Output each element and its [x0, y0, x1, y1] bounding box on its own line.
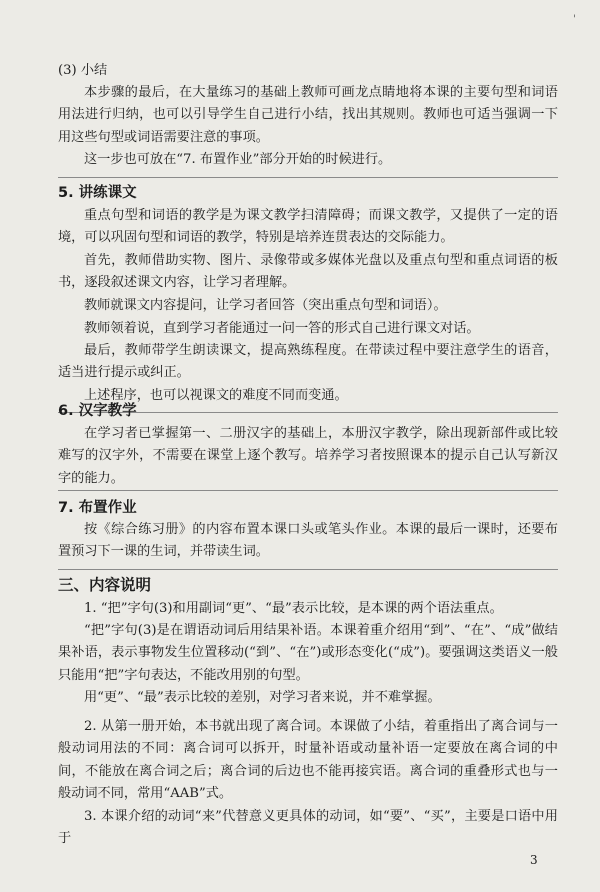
corner-mark: ' — [573, 14, 576, 25]
paragraph: 在学习者已掌握第一、二册汉字的基础上，本册汉字教学，除出现新部件或比较难写的汉字外，不需要在课堂上逐个教写。培养学习者按照课本的提示自己认写新汉字的能力。 — [58, 426, 558, 486]
paragraph: 最后，教师带学生朗读课文，提高熟练程度。在带读过程中要注意学生的语音，适当进行提示或纠正。 — [58, 343, 558, 381]
section-heading-character-teaching: 6. 汉字教学 — [58, 403, 137, 419]
section-heading-homework: 7. 布置作业 — [58, 500, 137, 516]
subsection-heading-summary: (3) 小结 — [58, 63, 108, 78]
section-divider — [58, 177, 558, 178]
section-heading-text-practice: 5. 讲练课文 — [58, 185, 137, 201]
paragraph: 重点句型和词语的教学是为课文教学扫清障碍；而课文教学，又提供了一定的语境，可以巩固句型和词语的教学，特别是培养连贯表达的交际能力。 — [58, 208, 558, 246]
paragraph: 按《综合练习册》的内容布置本课口头或笔头作业。本课的最后一课时，还要布置预习下一课的生词，并带读生词。 — [58, 522, 558, 560]
paragraph: 本步骤的最后，在大量练习的基础上教师可画龙点睛地将本课的主要句型和词语用法进行归纳，也可以引导学生自己进行小结，找出其规则。教师也可适当强调一下用这些句型或词语需要注意的事项。 — [58, 85, 558, 145]
paragraph: 这一步也可放在“7. 布置作业”部分开始的时候进行。 — [84, 152, 392, 167]
paragraph: 首先，教师借助实物、图片、录像带或多媒体光盘以及重点句型和重点词语的板书，逐段叙述课文内容，让学习者理解。 — [58, 253, 558, 291]
part-heading-content-notes: 三、内容说明 — [58, 576, 152, 594]
section-divider — [58, 569, 558, 570]
paragraph: 1. “把”字句(3)和用副词“更”、“最”表示比较，是本课的两个语法重点。 — [84, 601, 503, 616]
paragraph: “把”字句(3)是在谓语动词后用结果补语。本课着重介绍用“到”、“在”、“成”做结果补语，表示事物发生位置移动(“到”、“在”)或形态变化(“成”)。要强调这类语义一般只能用“把”字句表达，不能改用别的句型。 — [58, 623, 558, 683]
paragraph: 教师领着说，直到学习者能通过一问一答的形式自己进行课文对话。 — [84, 321, 480, 336]
section-divider — [58, 490, 558, 491]
paragraph: 2. 从第一册开始，本书就出现了离合词。本课做了小结，着重指出了离合词与一般动词用法的不同：离合词可以拆开，时量补语或动量补语一定要放在离合词的中间，不能放在离合词之后；离合词的后边也不能再接宾语。离合词的重叠形式也与一般动词不同，常用“AAB”式。 — [58, 719, 558, 802]
paragraph: 教师就课文内容提问，让学习者回答（突出重点句型和词语）。 — [84, 298, 447, 313]
page-number: 3 — [530, 853, 538, 867]
paragraph: 上述程序，也可以视课文的难度不同而变通。 — [84, 388, 348, 403]
paragraph: 3. 本课介绍的动词“来”代替意义更具体的动词，如“要”、“买”，主要是口语中用于 — [58, 809, 558, 847]
paragraph: 用“更”、“最”表示比较的差别，对学习者来说，并不难掌握。 — [84, 690, 441, 705]
